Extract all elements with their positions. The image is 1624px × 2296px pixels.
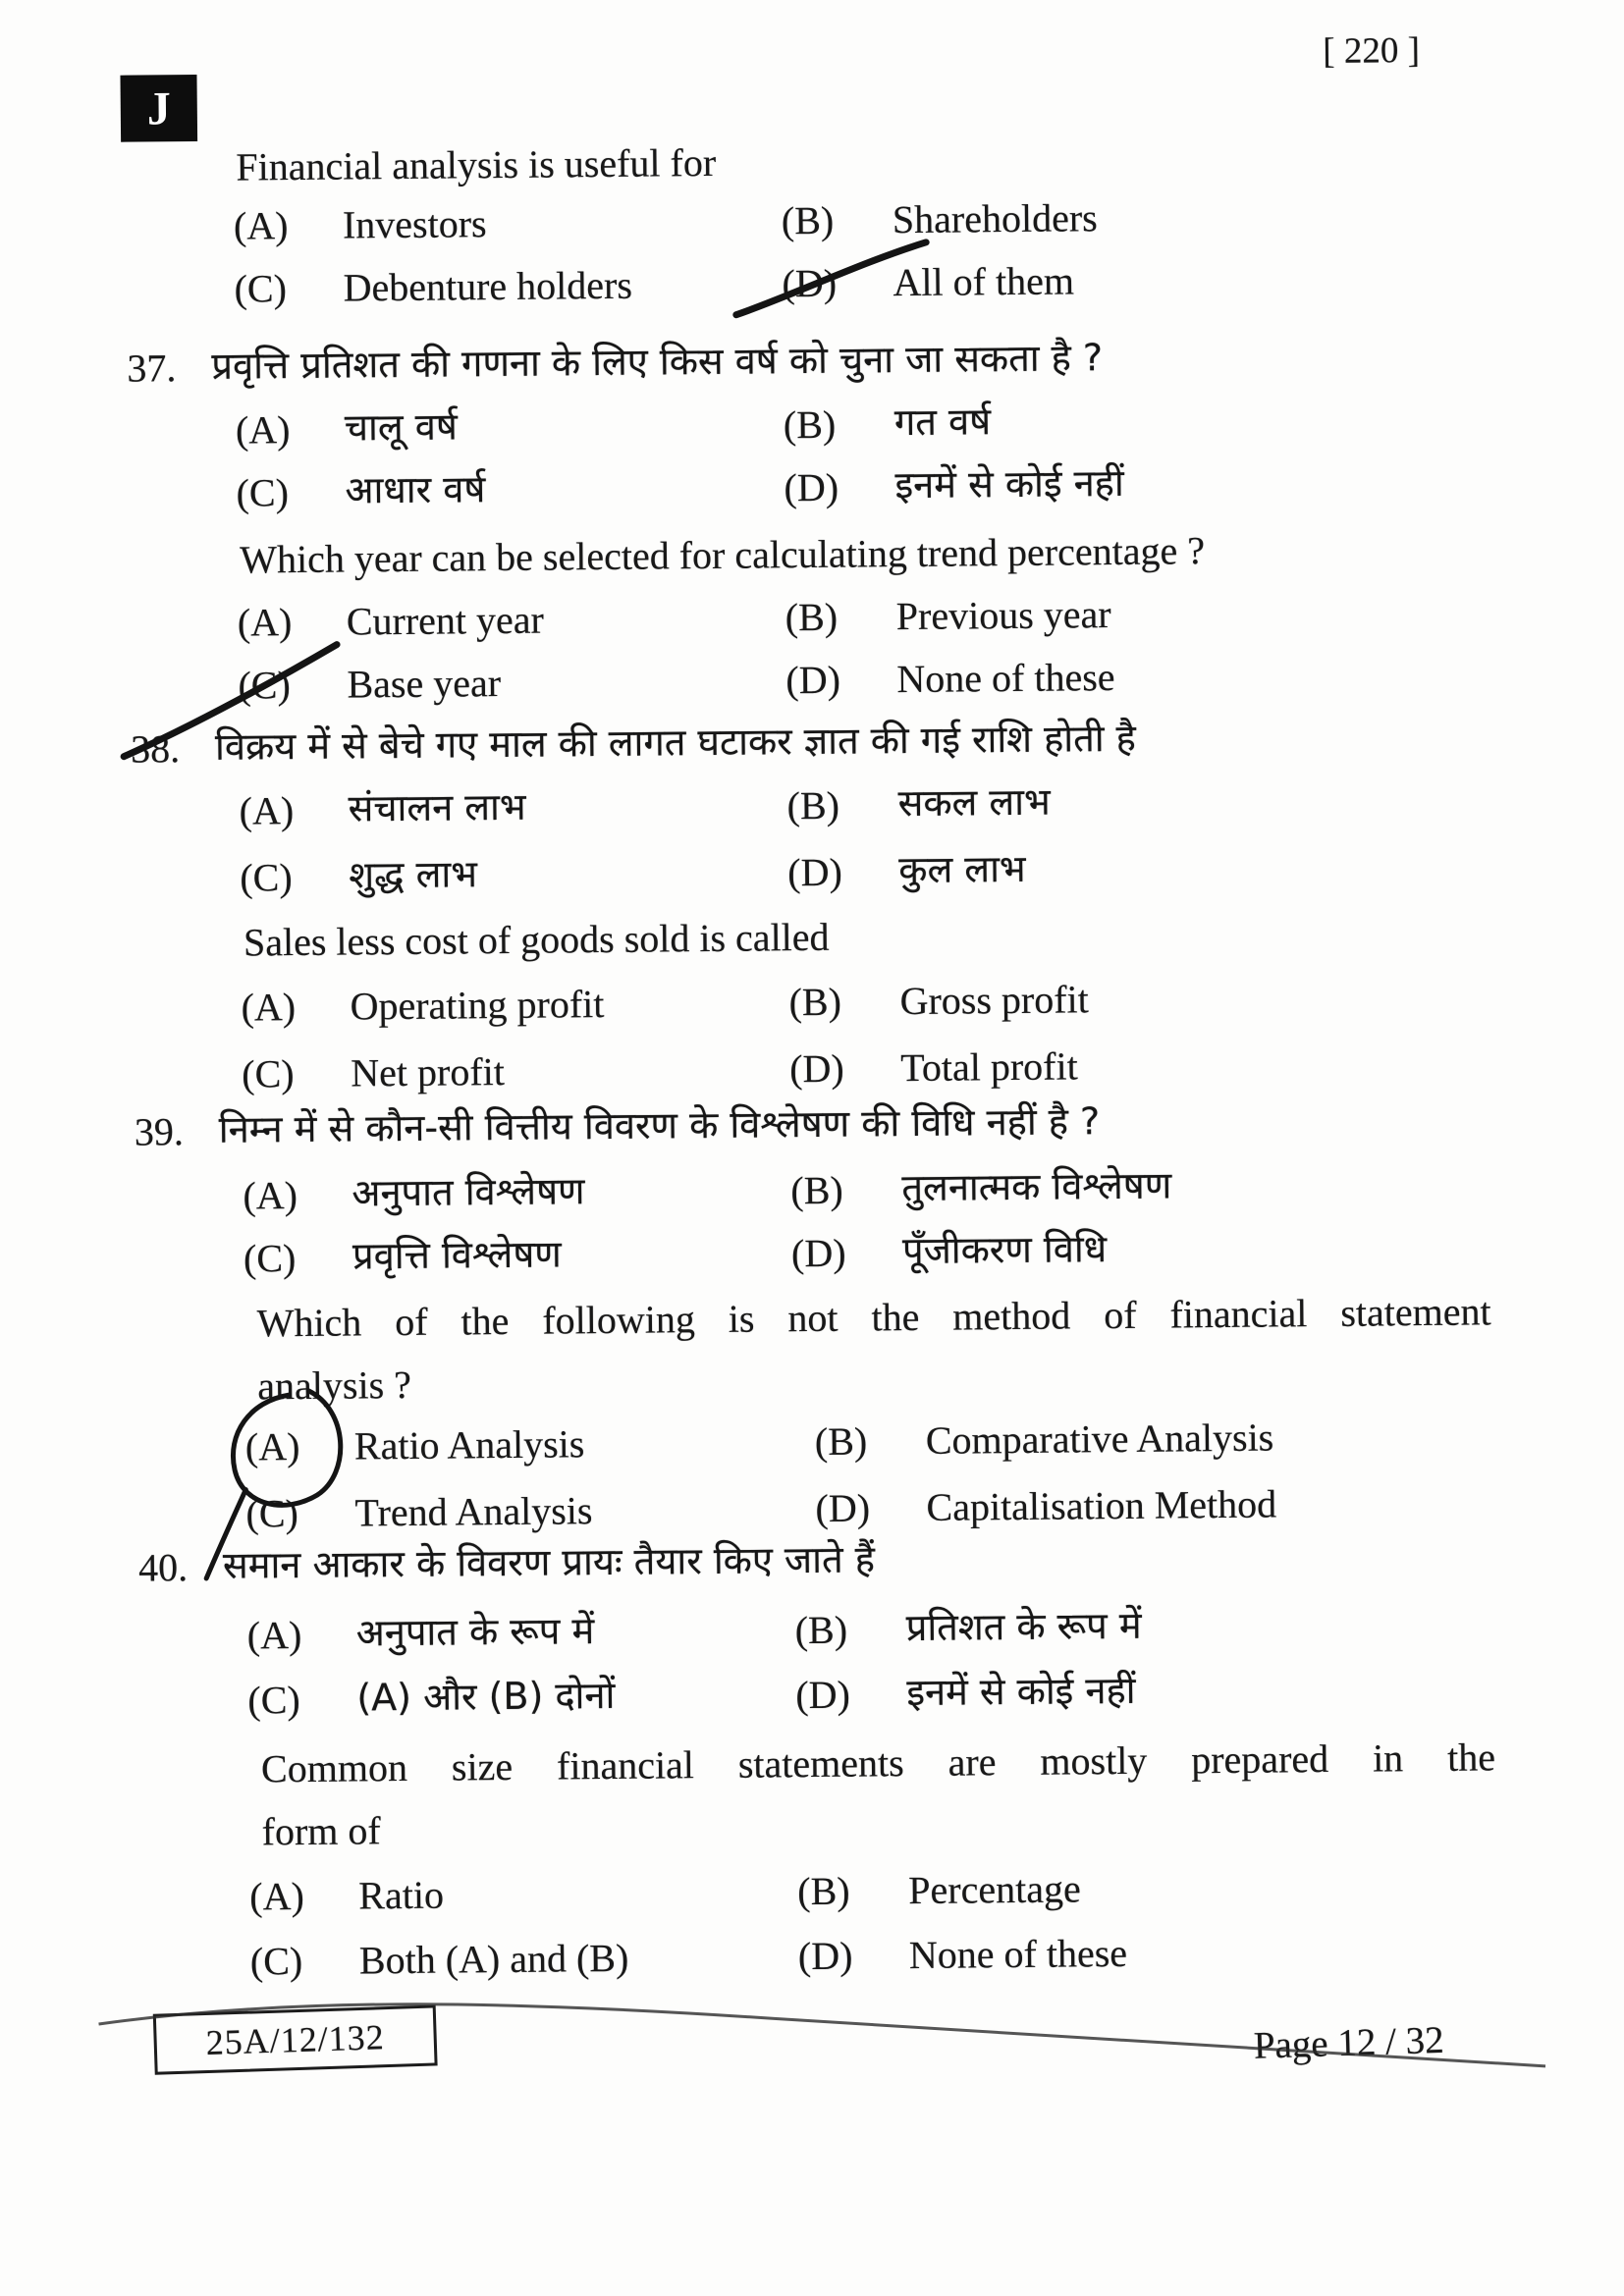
option-label: (C) [234, 266, 288, 311]
option-row [0, 253, 1616, 320]
question-text-hindi: समान आकार के विवरण प्रायः तैयार किए जाते हैं [222, 1537, 876, 1587]
option-label: (A) [239, 788, 295, 833]
option-text: इनमें से कोई नहीं [906, 1668, 1136, 1715]
question-text-english: Sales less cost of goods sold is called [243, 914, 830, 965]
option-row [5, 1665, 1624, 1732]
option-label-struck: (C) [238, 663, 291, 708]
option-label: (D) [797, 1933, 853, 1979]
option-label: (B) [785, 594, 839, 640]
option-text: आधार वर्ष [345, 467, 486, 512]
option-label: (D) [784, 464, 839, 510]
question-text-row [0, 524, 1618, 591]
option-label: (C) [243, 1236, 297, 1281]
option-label: (B) [788, 979, 842, 1025]
option-text: इनमें से कोई नहीं [894, 460, 1124, 507]
option-label: (A) [235, 407, 291, 453]
option-text: Shareholders [892, 195, 1098, 242]
option-text: Trend Analysis [354, 1488, 593, 1535]
question-text-english: Which year can be selected for calculating trend percentage ? [240, 528, 1206, 582]
option-text: पूँजीकरण विधि [901, 1227, 1108, 1273]
option-text: Investors [342, 201, 487, 247]
question-text-english: analysis ? [257, 1362, 412, 1409]
option-row [0, 842, 1622, 909]
question-text-row [0, 713, 1620, 779]
option-label: (B) [781, 197, 835, 243]
option-label: (D) [790, 1230, 846, 1276]
option-label: (A) [249, 1874, 305, 1919]
question-text-english: form of [261, 1808, 381, 1854]
option-row [0, 587, 1619, 654]
option-row [7, 1861, 1624, 1928]
option-label: (B) [786, 782, 840, 828]
question-text-row [6, 1734, 1624, 1800]
option-label-struck: (D) [782, 260, 838, 306]
option-text: Current year [346, 597, 545, 644]
question-number: 37. [127, 346, 177, 391]
option-label: (C) [240, 855, 293, 900]
option-label: (B) [783, 401, 837, 448]
option-row [0, 775, 1621, 842]
option-text: अनुपात विश्लेषण [352, 1169, 585, 1215]
question-text-english: Which of the following is not the method of financial statement [256, 1289, 1491, 1346]
option-text: (A) और (B) दोनों [356, 1673, 616, 1720]
option-label: (A) [241, 985, 297, 1030]
option-label: (B) [790, 1167, 843, 1213]
option-text: Debenture holders [343, 262, 633, 310]
option-text: Previous year [895, 592, 1111, 639]
option-text: संचालन लाभ [348, 784, 526, 830]
option-text: Net profit [351, 1049, 506, 1095]
booklet-code: J [146, 81, 172, 134]
option-label: (D) [795, 1672, 851, 1718]
option-label: (C) [245, 1491, 299, 1536]
option-label: (C) [247, 1678, 300, 1723]
paper-code: 25A/12/132 [205, 2017, 386, 2063]
question-text-hindi: निम्न में से कौन-सी वित्तीय विवरण के विश्लेषण की विधि नहीं है ? [218, 1099, 1101, 1151]
option-text: कुल लाभ [898, 846, 1026, 892]
option-label: (C) [236, 470, 290, 515]
question-number: 39. [134, 1109, 185, 1154]
question-text-row [0, 907, 1622, 974]
option-text: तुलनात्मक विश्लेषण [901, 1163, 1172, 1210]
option-text: चालू वर्ष [344, 404, 459, 450]
option-label: (B) [794, 1607, 848, 1653]
question-text-row [0, 332, 1617, 399]
option-text: All of them [893, 258, 1075, 305]
option-text: गत वर्ष [893, 400, 992, 445]
option-label: (A) [246, 1613, 302, 1658]
option-row [8, 1926, 1624, 1993]
question-text-row [2, 1351, 1624, 1417]
option-label: (B) [814, 1418, 868, 1464]
option-row [1, 1223, 1624, 1290]
question-number: 40. [137, 1545, 189, 1590]
question-text-row [6, 1796, 1624, 1863]
page-ref-number: [ 220 ] [1323, 30, 1421, 72]
question-text-row [0, 132, 1615, 198]
option-text: अनुपात के रूप में [355, 1609, 595, 1655]
option-row [0, 1039, 1623, 1105]
option-label: (B) [797, 1868, 850, 1914]
option-text: Ratio Analysis [353, 1421, 585, 1468]
option-label: (C) [242, 1051, 295, 1096]
option-row [3, 1412, 1624, 1478]
option-row [0, 457, 1618, 524]
question-text-row [1, 1288, 1624, 1355]
option-label: (D) [787, 849, 843, 895]
option-text: None of these [908, 1930, 1128, 1978]
option-label: (D) [815, 1485, 871, 1530]
page-indicator: Page 12 / 32 [1253, 2018, 1445, 2067]
question-text-row [0, 1095, 1624, 1162]
option-text: Capitalisation Method [926, 1481, 1277, 1529]
option-label: (A) [243, 1173, 298, 1218]
option-row [0, 395, 1617, 461]
option-text: Gross profit [899, 977, 1089, 1024]
option-row [0, 650, 1620, 717]
question-text-english: Common size financial statements are mostly prepared in the [260, 1735, 1496, 1791]
option-label: (A) [233, 203, 289, 248]
option-row [0, 190, 1615, 257]
option-label: (D) [785, 657, 841, 703]
option-label-circled: (A) [244, 1424, 300, 1469]
question-text-hindi: विक्रय में से बेचे गए माल की लागत घटाकर ज्ञात की गई राशि होती है [214, 716, 1137, 769]
option-label: (D) [789, 1045, 844, 1092]
option-text: प्रतिशत के रूप में [905, 1603, 1142, 1650]
option-text: सकल लाभ [897, 779, 1051, 826]
paper-code-box [153, 2004, 438, 2074]
option-text: शुद्ध लाभ [349, 852, 478, 897]
option-row [0, 972, 1623, 1039]
option-text: Total profit [900, 1043, 1078, 1091]
option-row [5, 1600, 1624, 1667]
option-text: Comparative Analysis [925, 1415, 1274, 1463]
option-text: Ratio [358, 1872, 445, 1918]
option-text: Operating profit [350, 982, 605, 1029]
question-text-hindi: प्रवृत्ति प्रतिशत की गणना के लिए किस वर्ष को चुना जा सकता है ? [211, 336, 1104, 388]
question-text-english: Financial analysis is useful for [236, 139, 717, 189]
option-label: (A) [237, 600, 293, 645]
option-text: Base year [347, 661, 502, 707]
option-text: Both (A) and (B) [358, 1935, 629, 1983]
option-text: प्रवृत्ति विश्लेषण [352, 1232, 563, 1278]
option-row [0, 1160, 1624, 1227]
option-text: Percentage [908, 1866, 1081, 1913]
question-number: 38. [130, 726, 181, 772]
option-text: None of these [896, 655, 1115, 702]
option-label: (C) [249, 1939, 303, 1984]
booklet-code-badge [120, 75, 197, 142]
